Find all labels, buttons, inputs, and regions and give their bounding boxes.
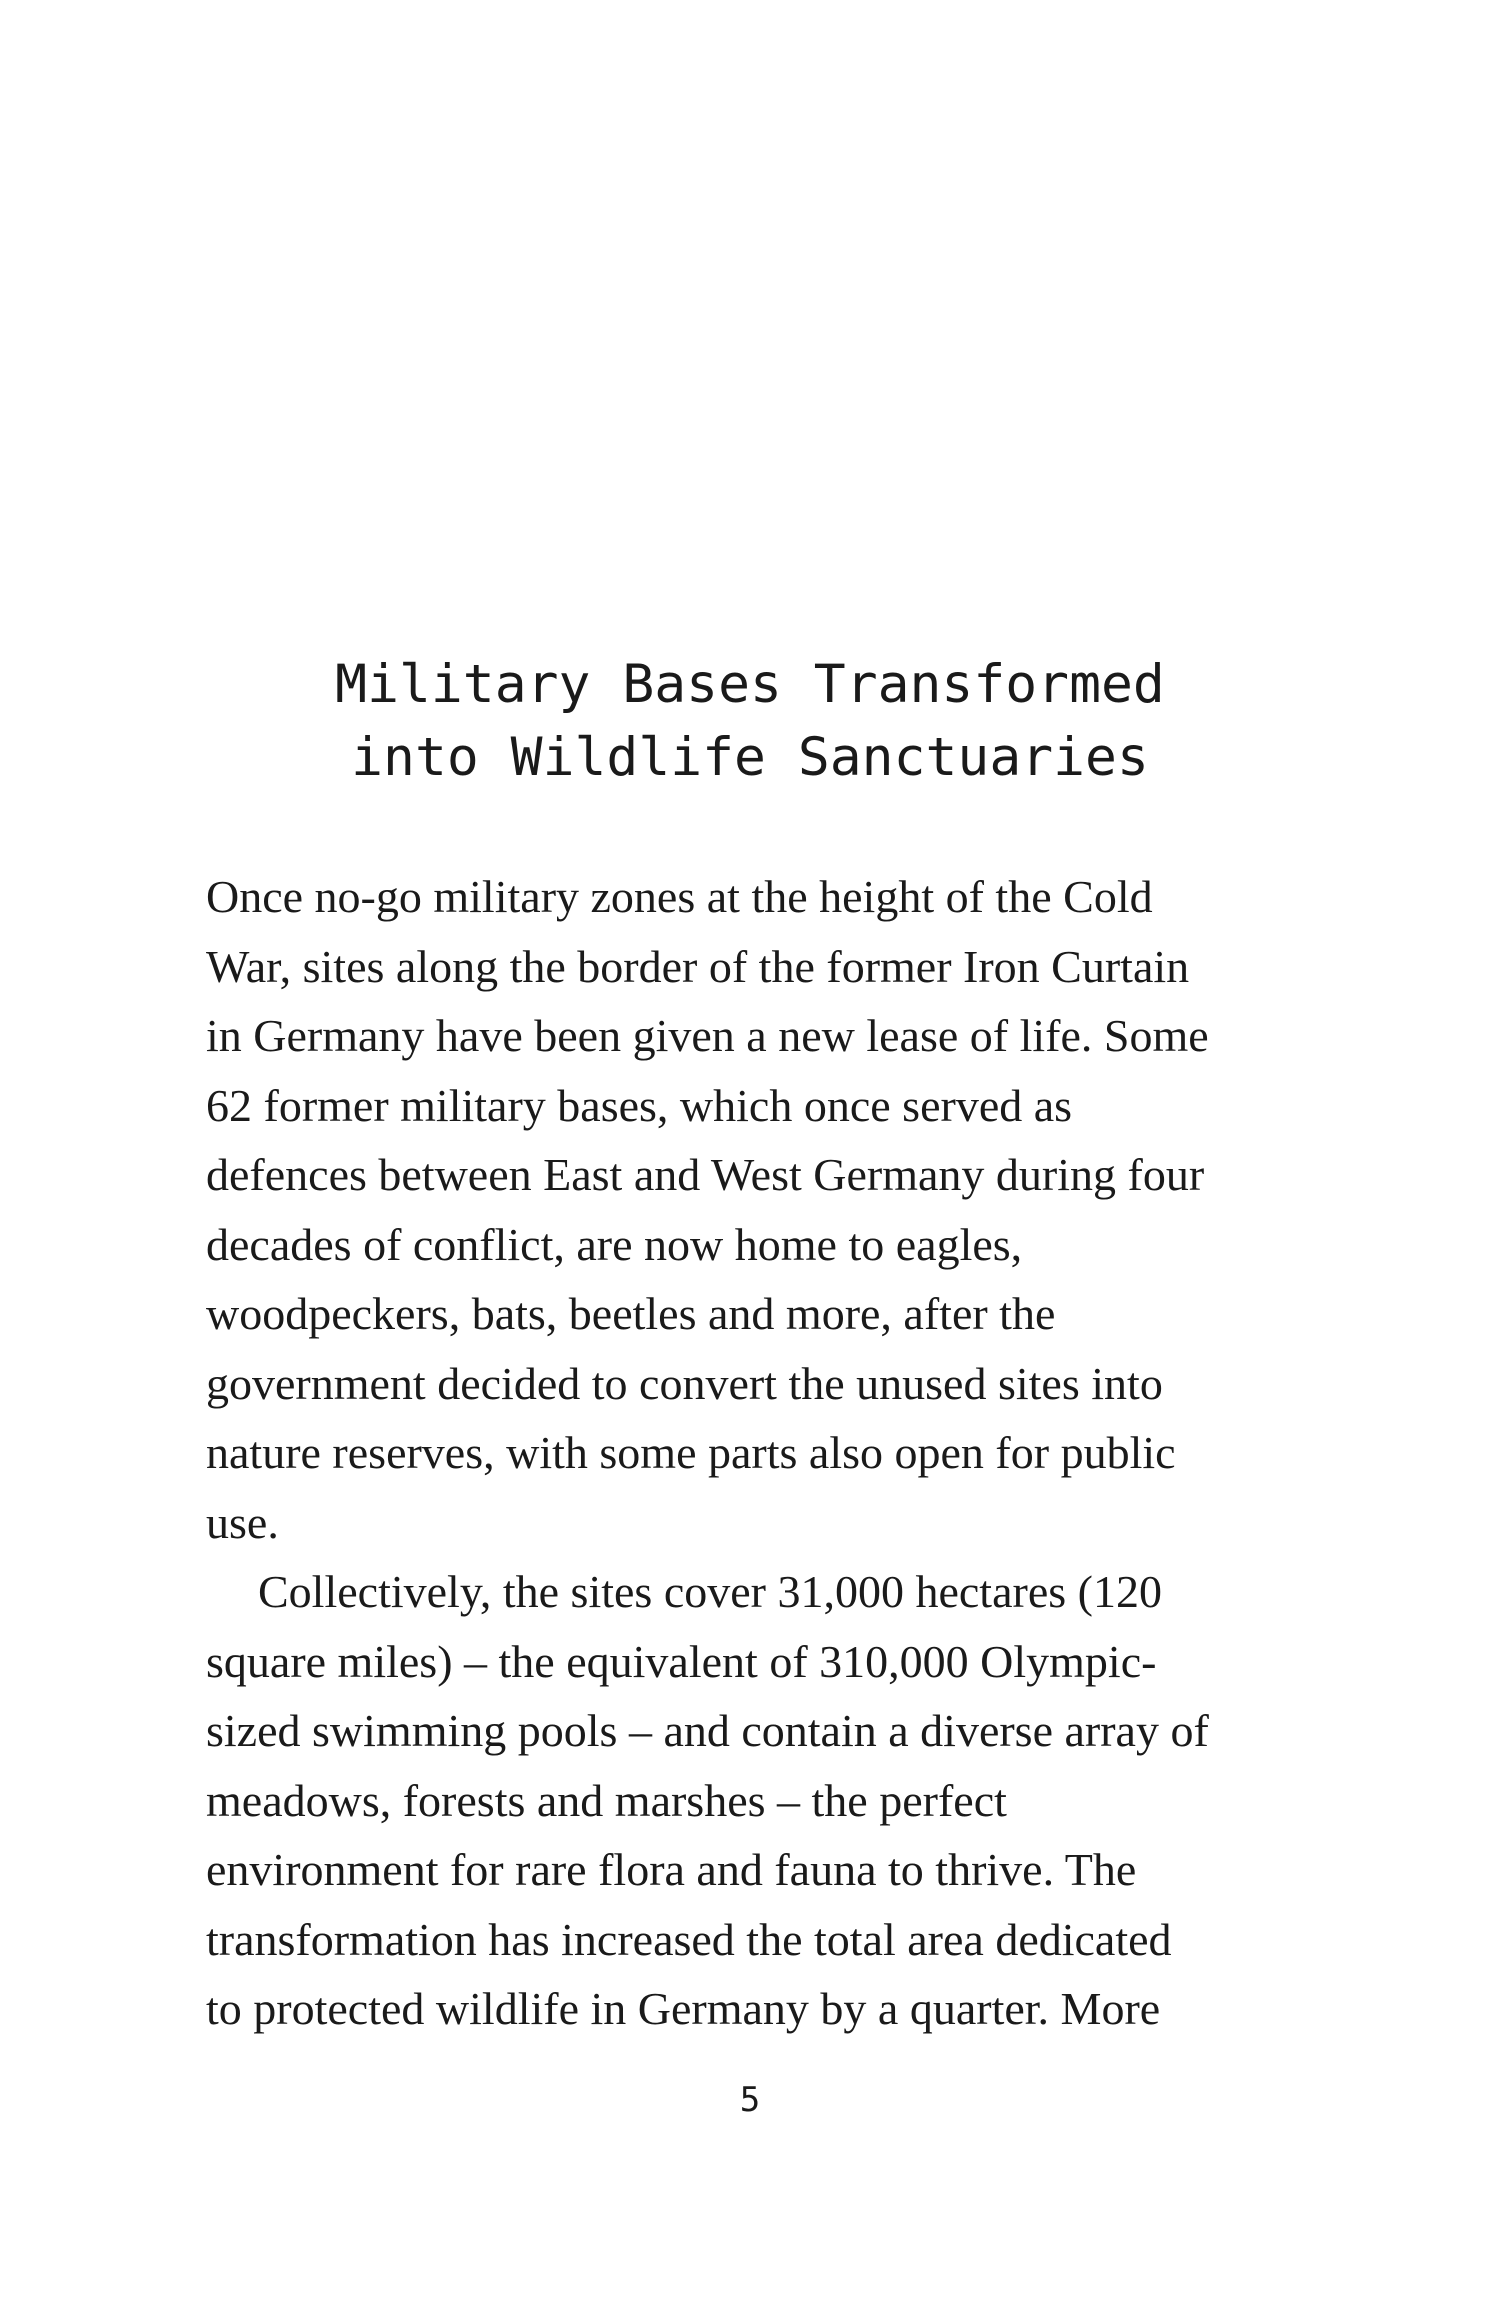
text-line: decades of conflict, are now home to eagles, [206,1218,1023,1270]
text-line: transformation has increased the total area dedicated [206,1913,1172,1965]
page-number: 5 [739,2080,761,2120]
chapter-title-line-1: Military Bases Transformed [335,654,1165,715]
text-line: in Germany have been given a new lease of life. Some [206,1010,1209,1061]
text-line: to protected wildlife in Germany by a quarter. More [206,1983,1161,2034]
text-line: woodpeckers, bats, beetles and more, after the [206,1288,1056,1339]
text-line: use. [206,1496,279,1548]
paragraph-2 [206,1557,1266,2044]
text-line: square miles) – the equivalent of 310,000 Olympic- [206,1635,1157,1687]
text-line: meadows, forests and marshes – the perfect [206,1774,1007,1826]
text-line: government decided to convert the unused sites into [206,1357,1163,1409]
text-line: defences between East and West Germany during four [206,1149,1205,1200]
paragraph-1 [206,862,1266,1557]
text-line: 62 former military bases, which once served as [206,1079,1073,1131]
text-line: Collectively, the sites cover 31,000 hectares (120 [258,1566,1162,1617]
text-line: sized swimming pools – and contain a diverse array of [206,1705,1209,1756]
chapter-title-line-2: into Wildlife Sanctuaries [351,727,1149,788]
chapter-title [200,648,1300,794]
body-text [206,862,1266,2044]
text-line: Once no-go military zones at the height of the Cold [206,871,1153,922]
text-line: War, sites along the border of the former Iron Curtain [206,940,1190,992]
text-line: nature reserves, with some parts also open for public [206,1427,1176,1478]
text-line: environment for rare flora and fauna to thrive. The [206,1844,1137,1895]
